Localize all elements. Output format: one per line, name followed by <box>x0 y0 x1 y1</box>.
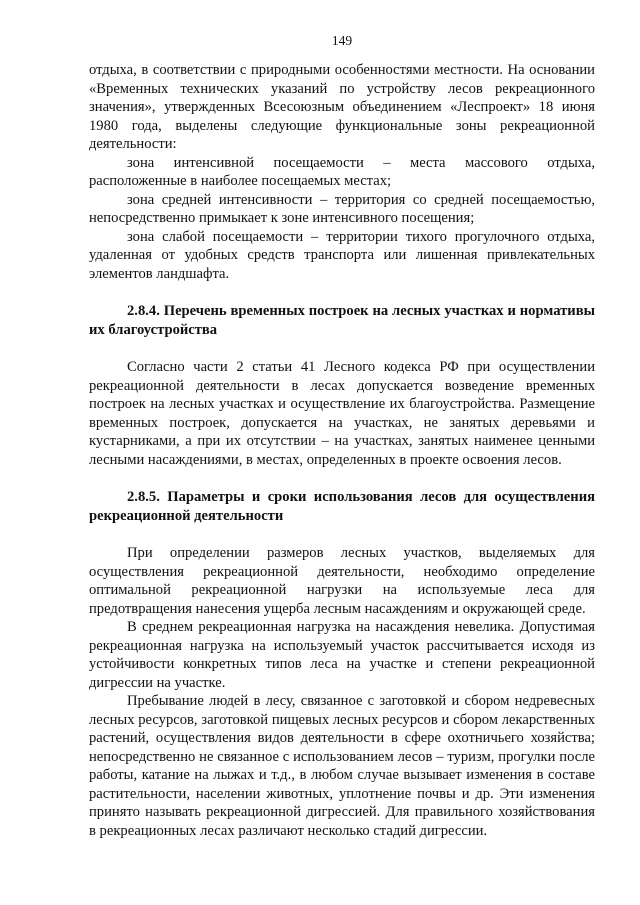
document-page <box>89 33 595 840</box>
section-heading-2-8-5: 2.8.5. Параметры и сроки использования лесов для осуществления рекреационной деятельности <box>89 489 595 524</box>
paragraph-continuation: отдыха, в соответствии с природными особенностями местности. На основании «Временных технических указаний по устройству лесов рекреационного значения», утвержденных Всесоюзным объединением «Леспроект» 18 июня 1980 года, выделены следующие функциональные зоны рекреационной деятельности: <box>89 62 595 152</box>
section-2-8-5-paragraph-2: В среднем рекреационная нагрузка на насаждения невелика. Допустимая рекреационная нагрузка на используемый участок рассчитывается исходя из устойчивости конкретных типов леса на участке и степени рекреационной дигрессии на участке. <box>89 619 595 691</box>
spacer <box>89 339 595 358</box>
section-2-8-5-paragraph-3: Пребывание людей в лесу, связанное с заготовкой и сбором недревесных лесных ресурсов, заготовкой пищевых лесных ресурсов и сбором лекарственных растений, осуществления видов деятельности в сфере охотничьего хозяйства; непосредственно не связанное с использованием лесов – туризм, прогулки после работы, катание на лыжах и т.д., в любом случае вызывает изменения в составе растительности, населении животных, уплотнение почвы и др. Эти изменения принято называть рекреационной дигрессией. Для правильного хозяйствования в рекреационных лесах различают несколько стадий дигрессии. <box>89 693 595 839</box>
section-2-8-4-paragraph: Согласно части 2 статьи 41 Лесного кодекса РФ при осуществлении рекреационной деятельности в лесах допускается возведение временных построек на лесных участках и осуществление их благоустройства. Размещение временных построек, допускается на участках, не занятых деревьями и кустарниками, а при их отсутствии – на участках, занятых наименее ценными лесными насаждениями, в местах, определенных в проекте освоения лесов. <box>89 359 595 468</box>
zone-intensive-paragraph: зона интенсивной посещаемости – места массового отдыха, расположенные в наиболее посещаемых местах; <box>89 154 595 189</box>
spacer <box>89 525 595 544</box>
page-number: 149 <box>331 33 353 48</box>
spacer <box>89 283 595 302</box>
section-2-8-5-paragraph-1: При определении размеров лесных участков, выделяемых для осуществления рекреационной деятельности, необходимо определение оптимальной рекреационной нагрузки на используемые леса для предотвращения нанесения ущерба лесным насаждениям и окружающей среде. <box>89 545 595 617</box>
section-heading-2-8-4: 2.8.4. Перечень временных построек на лесных участках и нормативы их благоустройства <box>89 303 595 338</box>
zone-weak-paragraph: зона слабой посещаемости – территории тихого прогулочного отдыха, удаленная от удобных средств транспорта или лишенная привлекательных элементов ландшафта. <box>89 228 595 282</box>
spacer <box>89 469 595 488</box>
zone-medium-paragraph: зона средней интенсивности – территория со средней посещаемостью, непосредственно примыкает к зоне интенсивного посещения; <box>89 191 595 226</box>
